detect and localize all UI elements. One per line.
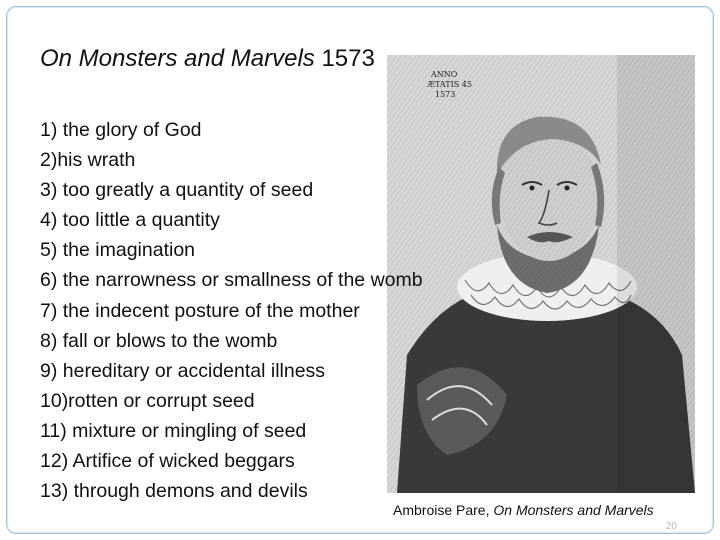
slide-title bbox=[40, 45, 375, 73]
portrait-engraving bbox=[387, 55, 695, 493]
title-year: 1573 bbox=[321, 45, 375, 72]
list-item: 9) hereditary or accidental illness bbox=[40, 359, 326, 382]
list-item: 12) Artifice of wicked beggars bbox=[40, 450, 295, 473]
caption-work: On Monsters and Marvels bbox=[493, 502, 654, 518]
list-item: 13) through demons and devils bbox=[40, 480, 308, 503]
list-item: 7) the indecent posture of the mother bbox=[40, 299, 360, 322]
list-item: 8) fall or blows to the womb bbox=[40, 329, 278, 352]
slide bbox=[6, 6, 714, 534]
list-item: 5) the imagination bbox=[40, 239, 196, 262]
list-item: 10)rotten or corrupt seed bbox=[40, 389, 255, 412]
portrait-caption bbox=[393, 502, 654, 518]
list-item: 4) too little a quantity bbox=[40, 209, 220, 232]
title-work: On Monsters and Marvels bbox=[40, 45, 315, 72]
list-item: 1) the glory of God bbox=[40, 119, 202, 141]
portrait-image bbox=[387, 55, 695, 493]
portrait-inscription: ANNO bbox=[431, 70, 458, 79]
causes-list bbox=[40, 115, 423, 506]
list-item: 2)his wrath bbox=[40, 149, 136, 172]
list-item: 11) mixture or mingling of seed bbox=[40, 419, 307, 442]
svg-text:ÆTATIS 45: ÆTATIS 45 bbox=[427, 80, 472, 89]
list-item: 6) the narrowness or smallness of the womb bbox=[40, 269, 423, 292]
list-item: 3) too greatly a quantity of seed bbox=[40, 179, 314, 202]
caption-author: Ambroise Pare, bbox=[393, 502, 494, 518]
svg-text:1573: 1573 bbox=[435, 90, 456, 99]
page-number: 20 bbox=[665, 521, 677, 532]
